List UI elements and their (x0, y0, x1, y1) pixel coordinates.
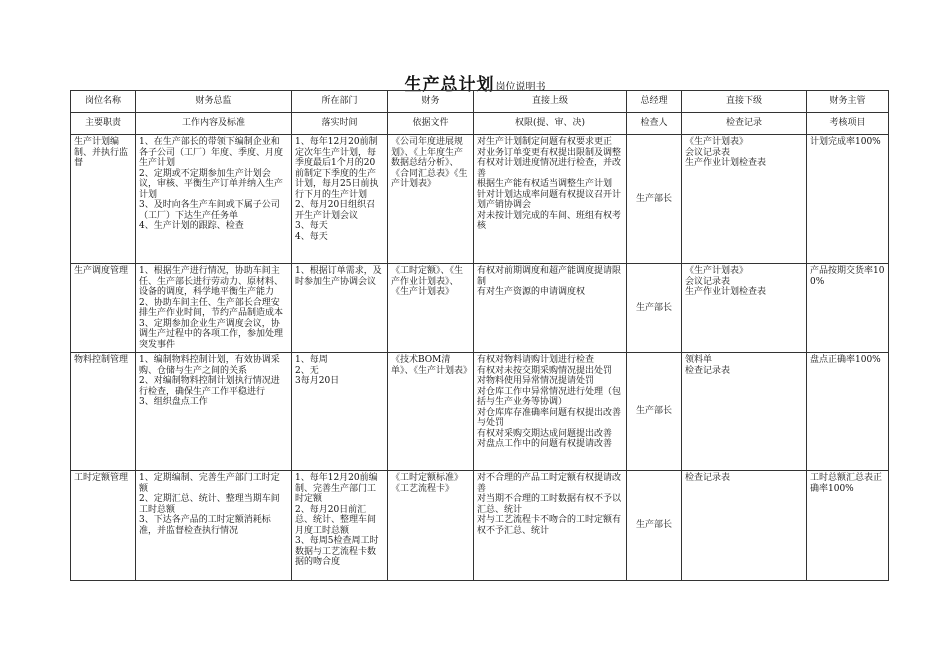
content-cell: 1、根据生产进行情况，协助车间主任、生产部长进行劳动力、原材料、设备的调度，科学地平衡生产能力 2、协助车间主任、生产部长合理安排生产作业时间，节约产品制造成本 3、定期参加企业生产调度会议，协调生产过程中的各项工作，参加处理突发事件 (136, 264, 292, 353)
column-header: 主要职责 (71, 113, 136, 135)
authority-cell: 对生产计划制定问题有权要求更正 对业务订单变更有权提出限制及调整 有权对计划进度情况进行检查，并改善 根据生产能有权适当调整生产计划 针对计划达成率问题有权提议召开计划产销协调会 对未按计划完成的车间、班组有权考核 (474, 135, 627, 264)
record-cell: 领料单 检查记录表 (682, 353, 807, 471)
table-row (71, 135, 889, 264)
table-row (71, 353, 889, 471)
authority-cell: 有权对前期调度和超产能调度提请限制 有对生产资源的申请调度权 (474, 264, 627, 353)
record-cell: 检查记录表 (682, 471, 807, 581)
kpi-cell: 工时总额汇总表正确率100% (807, 471, 889, 581)
checker-cell: 生产部长 (627, 471, 682, 581)
content-cell: 1、定期编制、完善生产部门工时定额 2、定期汇总、统计、整理当期车间工时总额 3、下达各产品的工时定额消耗标准，并监督检查执行情况 (136, 471, 292, 581)
time-cell: 1、每年12月20前制定次年生产计划，每季度最后1个月的20前制定下季度的生产计划，每月25日前执行下月的生产计划 2、每月20日组织召开生产计划会议 3、每天 4、每天 (292, 135, 388, 264)
column-header: 权限(提、审、决) (474, 113, 627, 135)
checker-cell: 生产部长 (627, 135, 682, 264)
docs-cell: 《工时定额标准》 《工艺流程卡》 (388, 471, 474, 581)
title-subtitle: 岗位说明书 (495, 82, 546, 93)
authority-cell: 有权对物料请购计划进行检查 有权对未按交期采购情况提出处罚 对物料使用异常情况提请处罚 对仓库工作中异常情况进行处理（包括与生产业务等协调） 对仓库库存准确率问题有权提出改善与处罚 有权对采购交期达成问题提出改善 对盘点工作中的问题有权提请改善 (474, 353, 627, 471)
header-cell: 直接上级 (474, 91, 627, 113)
kpi-cell: 计划完成率100% (807, 135, 889, 264)
checker-cell: 生产部长 (627, 264, 682, 353)
column-header: 检查记录 (682, 113, 807, 135)
content-cell: 1、在生产部长的带领下编制企业和各子公司（工厂）年度、季度、月度生产计划 2、定期或不定期参加生产计划会议，审核、平衡生产订单并纳入生产计划 3、及时向各生产车间或下属子公司（工厂）下达生产任务单 4、生产计划的跟踪、检查 (136, 135, 292, 264)
kpi-cell: 盘点正确率100% (807, 353, 889, 471)
duty-cell: 生产计划编制、并执行监督 (71, 135, 136, 264)
duty-cell: 物料控制管理 (71, 353, 136, 471)
header-row-position (71, 91, 889, 113)
time-cell: 1、每年12月20前编制、完善生产部门工时定额 2、每月20日前汇总、统计、整理车间月度工时总额 3、每周5检查周工时数据与工艺流程卡数据的吻合度 (292, 471, 388, 581)
duty-cell: 生产调度管理 (71, 264, 136, 353)
header-cell: 财务 (388, 91, 474, 113)
column-header: 工作内容及标准 (136, 113, 292, 135)
docs-cell: 《工时定额》、《生产作业计划表》、《生产计划表》 (388, 264, 474, 353)
authority-cell: 对不合理的产品工时定额有权提请改善 对当期不合理的工时数据有权不予以汇总、统计 对与工艺流程卡不吻合的工时定额有权不予汇总、统计 (474, 471, 627, 581)
content-cell: 1、编制物料控制计划，有效协调采购、仓储与生产之间的关系 2、对编制物料控制计划执行情况进行检查，确保生产工作平稳进行 3、组织盘点工作 (136, 353, 292, 471)
title-main: 生产总计划 (404, 75, 495, 95)
time-cell: 1、每周 2、无 3每月20日 (292, 353, 388, 471)
column-header: 检查人 (627, 113, 682, 135)
duty-cell: 工时定额管理 (71, 471, 136, 581)
header-row-columns (71, 113, 889, 135)
record-cell: 《生产计划表》 会议记录表 生产作业计划检查表 (682, 264, 807, 353)
header-cell: 财务主管 (807, 91, 889, 113)
job-description-table (70, 90, 889, 581)
column-header: 依据文件 (388, 113, 474, 135)
docs-cell: 《技术BOM清单》、《生产计划表》 (388, 353, 474, 471)
column-header: 考核项目 (807, 113, 889, 135)
table-row (71, 471, 889, 581)
header-cell: 岗位名称 (71, 91, 136, 113)
kpi-cell: 产品按期交货率100% (807, 264, 889, 353)
header-cell: 所在部门 (292, 91, 388, 113)
table-row (71, 264, 889, 353)
time-cell: 1、根据订单需求，及时参加生产协调会议 (292, 264, 388, 353)
record-cell: 《生产计划表》 会议记录表 生产作业计划检查表 (682, 135, 807, 264)
header-cell: 财务总监 (136, 91, 292, 113)
header-cell: 总经理 (627, 91, 682, 113)
checker-cell: 生产部长 (627, 353, 682, 471)
column-header: 落实时间 (292, 113, 388, 135)
docs-cell: 《公司年度进展规划》、《上年度生产数据总结分析》、《合同汇总表》《生产计划表》 (388, 135, 474, 264)
header-cell: 直接下级 (682, 91, 807, 113)
